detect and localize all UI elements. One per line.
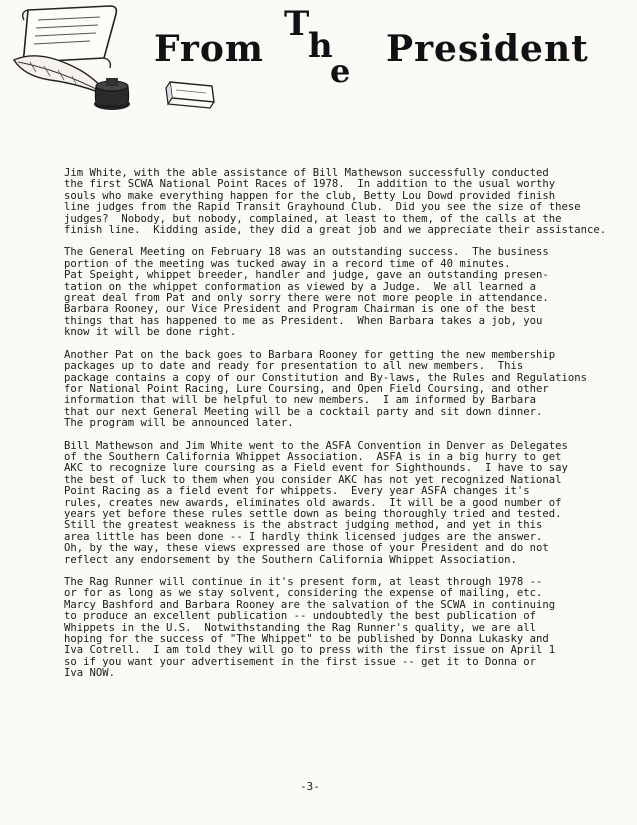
title-word-from: From: [154, 28, 264, 70]
title-letter-e: e: [330, 52, 351, 90]
title-letter-t: T: [284, 4, 310, 44]
paragraph-general-meeting: The General Meeting on February 18 was an outstanding success. The business portion of the meeting was tucked away in a record time of 40 minutes. Pat Speight, whippet breeder, handler and judge, gave an outstanding presen- tation on the whippet conformation as viewed by a Judge. We all learned a great deal from Pat and only sorry there were not more people in attendance. Barbara Rooney, our Vice President and Program Chairman is one of the best things that has happened to me as President. When Barbara takes a job, you know it will be done right.: [64, 246, 549, 339]
title-word-president: President: [386, 28, 589, 70]
title-letter-h: h: [308, 26, 333, 66]
header: [0, 0, 637, 130]
paragraph-point-races: Jim White, with the able assistance of Bill Mathewson successfully conducted the first SCWA National Point Races of 1978. In addition to the usual worthy souls who make everything happen for the club, Betty Lou Dowd provided finish line judges from the Rapid Transit Grayhound Club. Did you see the size of these judges? Nobody, but nobody, complained, at least to them, of the calls at the finish line. Kidding aside, they did a great job and we appreciate their assistance.: [64, 167, 607, 237]
paragraph-rag-runner: The Rag Runner will continue in it's present form, at least through 1978 -- or for as long as we stay solvent, considering the expense of mailing, etc. Marcy Bashford and Barbara Rooney are the salvation of the SCWA in continuing to produce an excellent publication -- undoubtedly the best publication of Whippets in the U.S. Notwithstanding the Rag Runner's quality, we are all hoping for the success of "The Whippet" to be published by Donna Lukasky and Iva Cotrell. I am told they will go to press with the first issue on April 1 so if you want your advertisement in the first issue -- get it to Donna or Iva NOW.: [64, 576, 556, 680]
page-number: -3-: [300, 780, 320, 793]
paragraph-membership-packages: Another Pat on the back goes to Barbara Rooney for getting the new membership packages up to date and ready for presentation to all new members. This package contains a copy of our Constitution and By-laws, the Rules and Regulations for National Point Racing, Lure Coursing, and Open Field Coursing, and other information that will be helpful to new members. I am informed by Barbara that our next General Meeting will be a cocktail party and sit down dinner. The program will be announced later.: [64, 348, 587, 430]
article-body: [64, 168, 624, 691]
paragraph-asfa-convention: Bill Mathewson and Jim White went to the ASFA Convention in Denver as Delegates of the Southern California Whippet Association. ASFA is in a big hurry to get AKC to recognize lure coursing as a Field event for Sighthounds. I have to say the best of luck to them when you consider AKC has not yet recognized National Point Racing as a field event for whippets. Every year ASFA changes it's rules, creates new awards, eliminates old awards. It will be a good number of years yet before these rules settle down as being thoroughly tried and tested. Still the greatest weakness is the abstract judging method, and yet in this area little has been done -- I hardly think licensed judges are the answer. Oh, by the way, these views expressed are those of your President and do not reflect any endorsement by the Southern California Whippet Association.: [64, 439, 568, 566]
